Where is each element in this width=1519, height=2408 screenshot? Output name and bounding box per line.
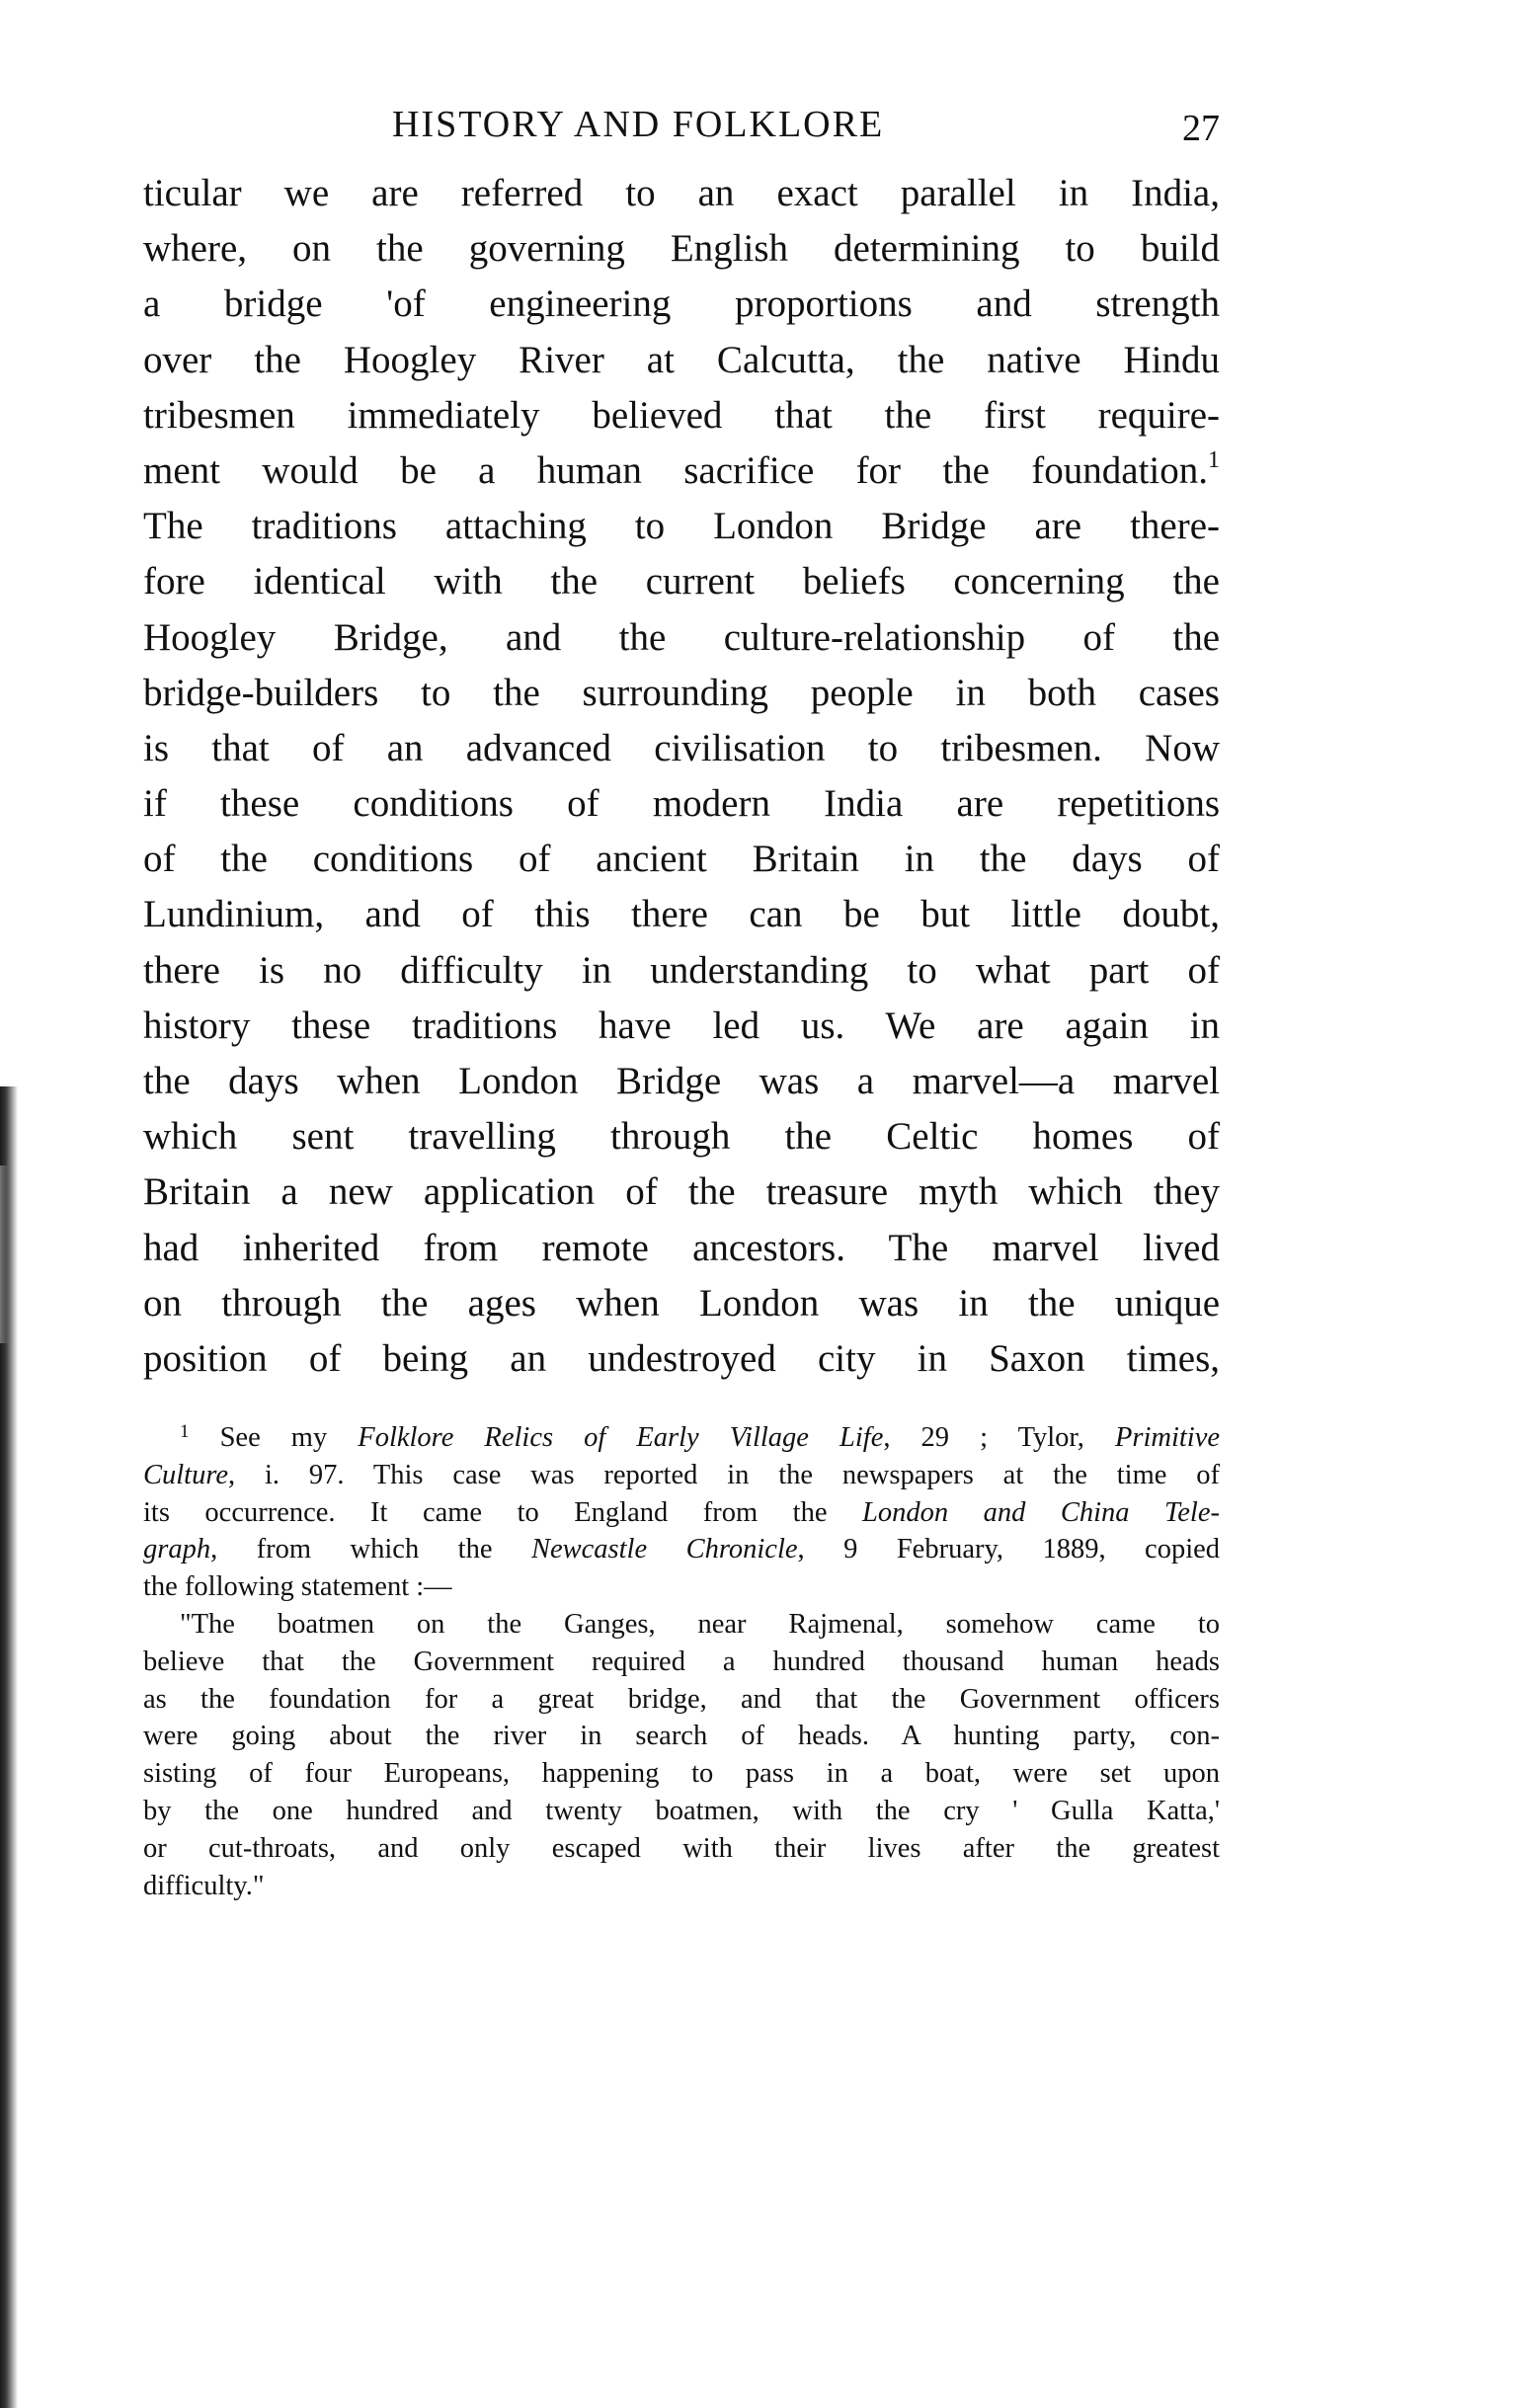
cited-title: Newcastle Chronicle xyxy=(530,1534,798,1565)
footnote-line: the following statement :— xyxy=(143,1571,452,1603)
body-line: over the Hoogley River at Calcutta, the native Hindu xyxy=(143,338,1220,381)
footnote-line xyxy=(143,1494,1220,1532)
page-number: 27 xyxy=(1182,108,1220,149)
body-line: is that of an advanced civilisation to tribesmen. Now xyxy=(143,726,1220,769)
body-line: on through the ages when London was in the unique xyxy=(143,1281,1220,1324)
quote-line: were going about the river in search of heads. A hunting party, con- xyxy=(143,1721,1220,1752)
body-line: where, on the governing English determining to build xyxy=(143,227,1220,271)
body-line-text: ment would be a human sacrifice for the foundation. xyxy=(143,448,1208,492)
quote-line: sisting of four Europeans, happening to pass in a boat, were set upon xyxy=(143,1758,1220,1790)
footnote-text: its occurrence. It came to England from the xyxy=(143,1496,862,1528)
body-line: a bridge 'of engineering proportions and strength xyxy=(143,282,1220,326)
body-line: fore identical with the current beliefs concerning the xyxy=(143,560,1220,603)
quote-line: believe that the Government required a hundred thousand human heads xyxy=(143,1645,1220,1677)
footnote-text: See my xyxy=(219,1422,359,1453)
footnote-text: , 29 ; Tylor, xyxy=(883,1422,1115,1453)
body-line: had inherited from remote ancestors. The marvel lived xyxy=(143,1226,1220,1269)
body-line-with-footnote xyxy=(143,443,1220,499)
footnote-line xyxy=(143,1457,1220,1494)
cited-title: Culture xyxy=(143,1459,229,1490)
body-line: bridge-builders to the surrounding people in both cases xyxy=(143,671,1220,714)
footnote-text: , 9 February, 1889, copied xyxy=(797,1534,1221,1565)
quote-line: or cut-throats, and only escaped with their lives after the greatest xyxy=(143,1832,1220,1864)
body-line: history these traditions have led us. We are again in xyxy=(143,1003,1220,1047)
footnote-marker: 1 xyxy=(180,1421,190,1442)
cited-title: London and China Tele- xyxy=(862,1496,1220,1528)
body-line: position of being an undestroyed city in Saxon times, xyxy=(143,1336,1220,1380)
body-line: tribesmen immediately believed that the first require- xyxy=(143,393,1220,437)
footnote-line xyxy=(143,1419,1220,1457)
body-line: Hoogley Bridge, and the culture-relationship of the xyxy=(143,615,1220,659)
binding-shadow-fade xyxy=(0,1165,10,1343)
running-title: HISTORY AND FOLKLORE xyxy=(392,104,885,145)
cited-title: Folklore Relics of Early Village Life xyxy=(358,1422,884,1453)
body-line: the days when London Bridge was a marvel—a marvel xyxy=(143,1060,1220,1102)
body-line: The traditions attaching to London Bridge are there- xyxy=(143,505,1220,548)
body-line: of the conditions of ancient Britain in the days of xyxy=(143,838,1220,881)
running-head xyxy=(143,95,1220,154)
body-line: ticular we are referred to an exact parallel in India, xyxy=(143,172,1220,214)
footnote-text: , i. 97. This case was reported in the newspapers at the time of xyxy=(228,1459,1220,1490)
body-line: there is no difficulty in understanding to what part of xyxy=(143,948,1220,992)
footnote-text: , from which the xyxy=(210,1534,531,1565)
body-line: if these conditions of modern India are repetitions xyxy=(143,782,1220,826)
cited-title: graph xyxy=(143,1534,211,1565)
quote-line: "The boatmen on the Ganges, near Rajmenal, somehow came to xyxy=(180,1608,1220,1640)
body-line: which sent travelling through the Celtic homes of xyxy=(143,1115,1220,1159)
body-text xyxy=(143,166,1220,1387)
quote-line: as the foundation for a great bridge, and that the Government officers xyxy=(143,1683,1220,1715)
footnote-block xyxy=(143,1419,1220,1904)
quote-line: difficulty." xyxy=(143,1870,265,1901)
footnote-reference: 1 xyxy=(1208,446,1220,473)
body-line: Lundinium, and of this there can be but little doubt, xyxy=(143,893,1220,936)
footnote-line xyxy=(143,1531,1220,1568)
quote-line: by the one hundred and twenty boatmen, with the cry ' Gulla Katta,' xyxy=(143,1795,1220,1826)
cited-title: Primitive xyxy=(1114,1422,1221,1453)
body-line: Britain a new application of the treasure myth which they xyxy=(143,1170,1220,1214)
